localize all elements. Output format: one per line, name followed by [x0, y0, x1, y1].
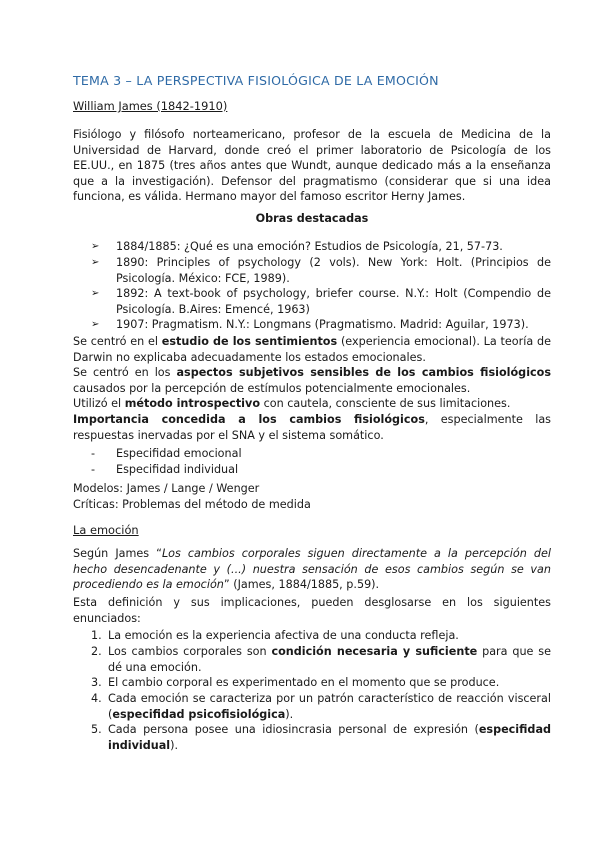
- arrow-bullet-icon: ➢: [91, 257, 100, 268]
- work-item: ➢ 1907: Pragmatism. N.Y.: Longmans (Pragmatismo. Madrid: Aguilar, 1973).: [91, 318, 529, 331]
- arrow-bullet-icon: ➢: [91, 288, 100, 299]
- page-title: TEMA 3 – LA PERSPECTIVA FISIOLÓGICA DE LA EMOCIÓN: [73, 73, 439, 88]
- paragraph-subjective: Se centró en los aspectos subjetivos sensibles de los cambios fisiológicos causados por la percepción de estímulos potencialmente emocionales.: [73, 366, 551, 395]
- james-quote: Según James “Los cambios corporales siguen directamente a la percepción del hecho desencadenante y (...) nuestra sensación de esos cambios según se van procediendo es la emoción” (James, 1884/1885, p.59).: [73, 547, 551, 592]
- specificity-item: - Especifidad individual: [91, 463, 239, 476]
- arrow-bullet-icon: ➢: [91, 319, 100, 330]
- statement-item: 5. Cada persona posee una idiosincrasia personal de expresión (especifidad individual).: [91, 723, 551, 752]
- work-item: ➢ 1890: Principles of psychology (2 vols). New York: Holt. (Principios de Psicología. México: FCE, 1989).: [91, 256, 551, 285]
- work-item: ➢ 1892: A text-book of psychology, briefer course. N.Y.: Holt (Compendio de Psicología. B.Aires: Emencé, 1963): [91, 287, 551, 316]
- paragraph-method: Utilizó el método introspectivo con cautela, consciente de sus limitaciones.: [73, 397, 511, 410]
- arrow-bullet-icon: ➢: [91, 241, 100, 252]
- paragraph-importance: Importancia concedida a los cambios fisiológicos, especialmente las respuestas inervadas por el SNA y el sistema somático.: [73, 413, 551, 442]
- statement-item: 1. La emoción es la experiencia afectiva de una conducta refleja.: [91, 629, 459, 642]
- specificity-item: - Especifidad emocional: [91, 447, 242, 460]
- statement-item: 4. Cada emoción se caracteriza por un patrón característico de reacción visceral (especifidad psicofisiológica).: [91, 692, 551, 721]
- work-item: ➢ 1884/1885: ¿Qué es una emoción? Estudios de Psicología, 21, 57-73.: [91, 240, 503, 253]
- bio-paragraph: Fisiólogo y filósofo norteamericano, profesor de la escuela de Medicina de la Universidad de Harvard, donde creó el primer laboratorio de Psicología de los EE.UU., en 1875 (tres años antes que Wundt, aunque dedicado más a la enseñanza que a la investigación). Defensor del pragmatismo (considerar que si una idea funciona, es válida. Hermano mayor del famoso escritor Herny James.: [73, 128, 551, 204]
- statement-item: 2. Los cambios corporales son condición necesaria y suficiente para que se dé una emoción.: [91, 645, 551, 674]
- paragraph-sentiments: Se centró en el estudio de los sentimientos (experiencia emocional). La teoría de Darwin no explicaba adecuadamente los estados emocionales.: [73, 335, 551, 364]
- emotion-heading: La emoción: [73, 523, 139, 537]
- author-heading: William James (1842-1910): [73, 99, 228, 113]
- intro-paragraph: Esta definición y sus implicaciones, pueden desglosarse en los siguientes enunciados:: [73, 596, 551, 625]
- statement-item: 3. El cambio corporal es experimentado en el momento que se produce.: [91, 676, 500, 689]
- works-heading: Obras destacadas: [255, 212, 369, 225]
- models-line: Modelos: James / Lange / Wenger: [73, 482, 260, 495]
- critics-line: Críticas: Problemas del método de medida: [73, 498, 311, 511]
